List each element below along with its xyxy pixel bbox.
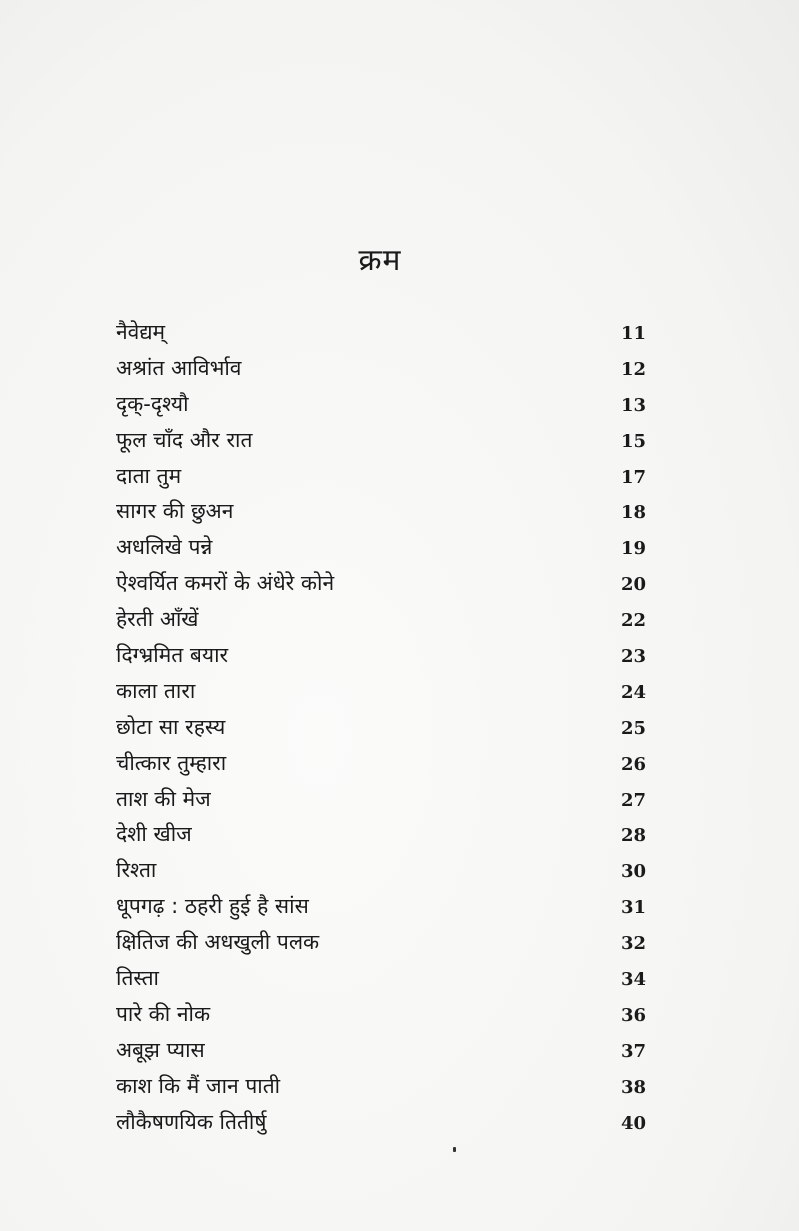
toc-entry-title: क्षितिज की अधखुली पलक	[116, 930, 320, 955]
toc-entry-title: अधलिखे पन्ने	[116, 535, 213, 560]
toc-row	[116, 605, 646, 641]
page-title: क्रम	[358, 243, 402, 279]
toc-row	[116, 677, 646, 713]
toc-entry-title: लौकैषणयिक तितीर्षु	[116, 1109, 267, 1134]
toc-entry-title: फूल चाँद और रात	[116, 427, 253, 452]
toc-page-number: 32	[620, 933, 646, 955]
toc-entry-title: ताश की मेज	[116, 786, 211, 811]
toc-row	[116, 1036, 646, 1072]
toc-page-number: 36	[620, 1004, 646, 1026]
toc-row	[116, 426, 646, 462]
toc-entry-title: काला तारा	[116, 678, 196, 703]
toc-row	[116, 1072, 646, 1108]
toc-row	[116, 785, 646, 821]
toc-row	[116, 569, 646, 605]
toc-page-number: 22	[620, 610, 646, 632]
toc-entry-title: छोटा सा रहस्य	[116, 714, 226, 739]
toc-row	[116, 1000, 646, 1036]
toc-page-number: 31	[620, 897, 646, 919]
toc-page-number: 37	[620, 1040, 646, 1062]
toc-page-number: 15	[620, 430, 646, 452]
toc-row	[116, 462, 646, 498]
toc-entry-title: चीत्कार तुम्हारा	[116, 750, 227, 775]
toc-page-number: 19	[620, 538, 646, 560]
toc-page-number: 18	[620, 502, 646, 524]
toc-page-number: 26	[620, 753, 646, 775]
table-of-contents	[116, 318, 646, 1143]
toc-entry-title: दृक्-दृश्यौ	[116, 391, 189, 416]
toc-page-number: 17	[620, 466, 646, 488]
toc-page-number: 38	[620, 1076, 646, 1098]
toc-row	[116, 318, 646, 354]
toc-page-number: 28	[620, 825, 646, 847]
toc-page-number: 12	[620, 358, 646, 380]
toc-entry-title: अबूझ प्यास	[116, 1037, 205, 1062]
ink-speck	[453, 1147, 456, 1152]
toc-page-number: 13	[620, 394, 646, 416]
toc-entry-title: रिश्ता	[116, 858, 157, 883]
toc-page-number: 40	[620, 1112, 646, 1134]
toc-page-number: 20	[620, 574, 646, 596]
toc-row	[116, 1108, 646, 1144]
toc-row	[116, 856, 646, 892]
toc-page-number: 24	[620, 681, 646, 703]
toc-entry-title: ऐश्वर्यित कमरों के अंधेरे कोने	[116, 571, 335, 596]
toc-entry-title: काश कि मैं जान पाती	[116, 1073, 281, 1098]
toc-entry-title: दिग्भ्रमित बयार	[116, 643, 229, 668]
toc-row	[116, 713, 646, 749]
toc-page-number: 25	[620, 717, 646, 739]
toc-entry-title: पारे की नोक	[116, 1001, 211, 1026]
toc-entry-title: हेरती आँखें	[116, 607, 199, 632]
toc-row	[116, 354, 646, 390]
toc-page-number: 34	[620, 969, 646, 991]
toc-page-number: 11	[620, 323, 646, 344]
toc-row	[116, 820, 646, 856]
toc-entry-title: दाता तुम	[116, 463, 182, 488]
toc-row	[116, 964, 646, 1000]
toc-row	[116, 390, 646, 426]
toc-page-number: 23	[620, 646, 646, 668]
toc-row	[116, 641, 646, 677]
toc-row	[116, 497, 646, 533]
toc-entry-title: तिस्ता	[116, 966, 159, 991]
toc-page-number: 30	[620, 861, 646, 883]
toc-entry-title: नैवेद्यम्	[116, 320, 166, 344]
toc-entry-title: अश्रांत आविर्भाव	[116, 355, 242, 380]
toc-row	[116, 749, 646, 785]
toc-entry-title: धूपगढ़ : ठहरी हुई है सांस	[116, 894, 309, 919]
toc-row	[116, 533, 646, 569]
toc-row	[116, 892, 646, 928]
toc-entry-title: देशी खीज	[116, 822, 192, 847]
toc-row	[116, 928, 646, 964]
toc-page-number: 27	[620, 789, 646, 811]
toc-entry-title: सागर की छुअन	[116, 499, 234, 524]
